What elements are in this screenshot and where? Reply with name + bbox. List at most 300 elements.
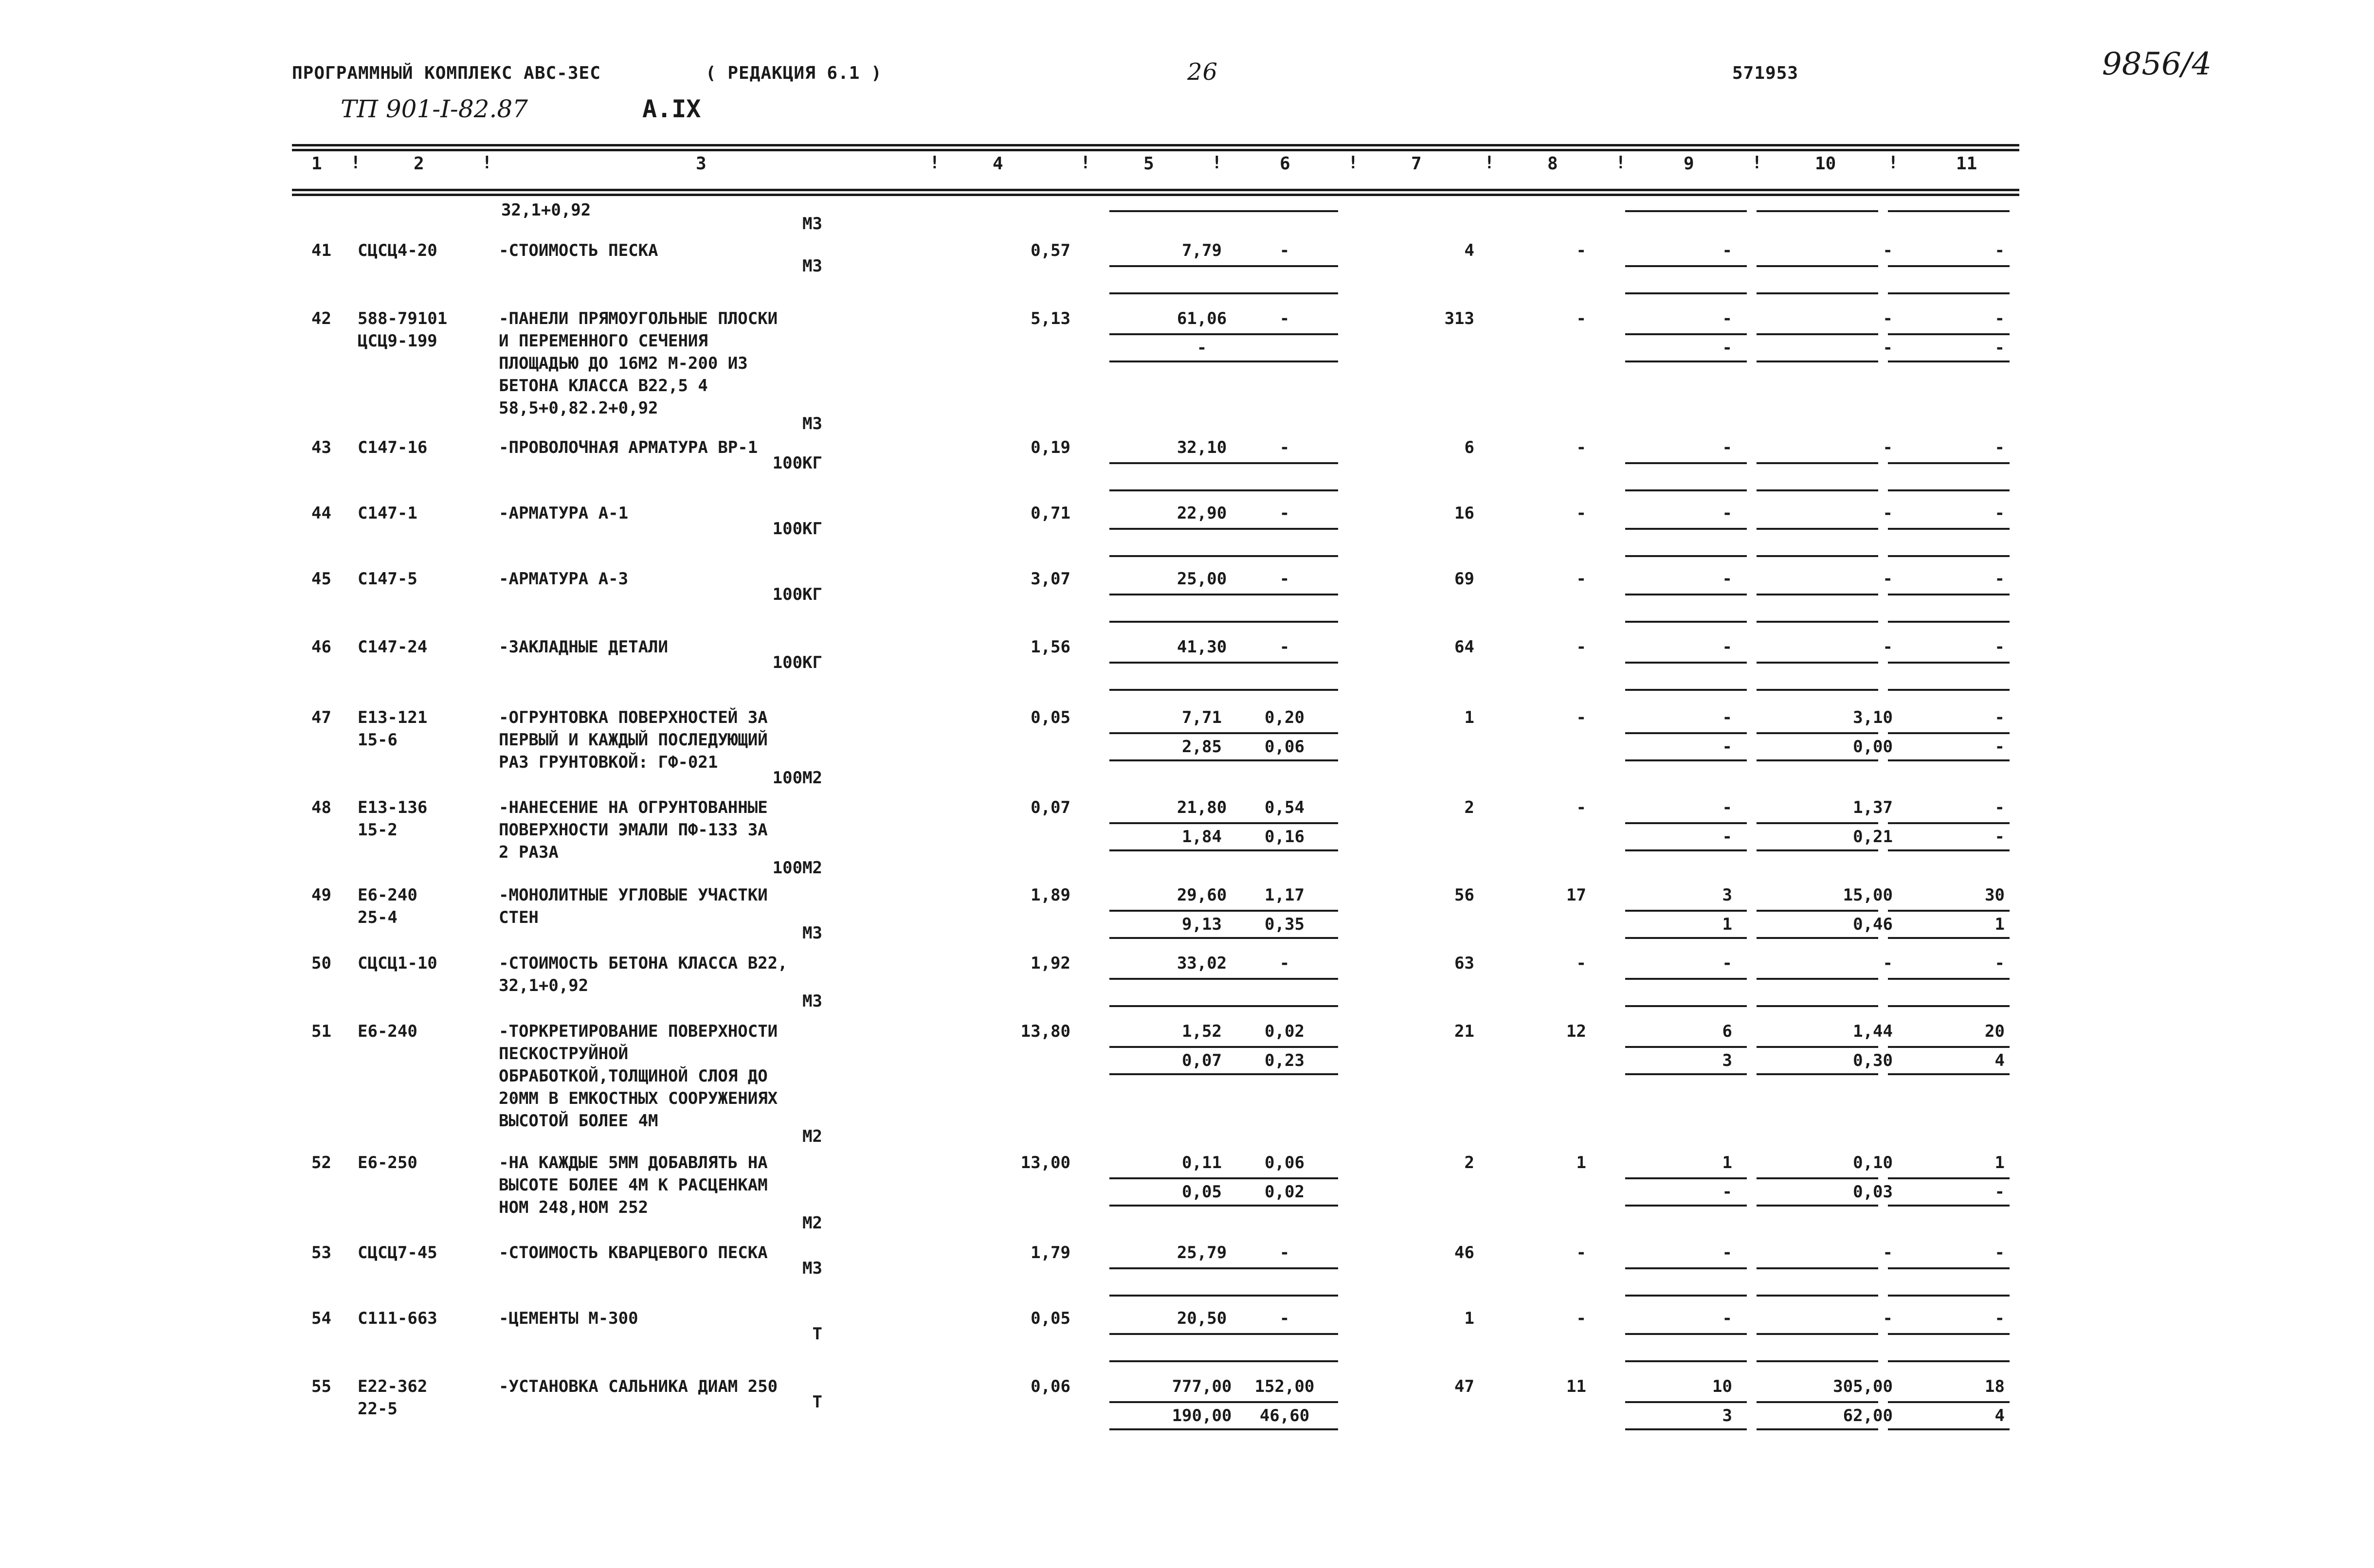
- machine-cost-secondary: 0,16: [1265, 827, 1305, 847]
- cell-divider-line: [1888, 910, 2010, 912]
- cell-divider-line: [1757, 528, 1878, 530]
- cell-divider-line: [1757, 732, 1878, 734]
- row-number: 48: [311, 798, 331, 817]
- cell-bottom-line: [1757, 849, 1878, 851]
- cell-bottom-line: [1109, 292, 1226, 294]
- machine-total-value: -: [1576, 954, 1586, 973]
- row-number: 52: [311, 1153, 331, 1172]
- cell-divider-line: [1625, 333, 1747, 335]
- cell-divider-line: [1888, 594, 2010, 595]
- unit-cost-value: 7,79: [1182, 241, 1222, 260]
- cell-divider-line: [1757, 594, 1878, 595]
- cell-divider-line: [1625, 528, 1747, 530]
- column-separator: !: [350, 153, 361, 173]
- labor-hours-value: 15,00: [1843, 885, 1893, 905]
- total-cost-value: 2: [1464, 1153, 1474, 1172]
- cell-bottom-line: [1888, 1360, 2010, 1362]
- cell-divider-line: [1221, 732, 1338, 734]
- work-description: 32,1+0,92: [499, 976, 589, 995]
- cell-bottom-line: [1109, 1073, 1226, 1075]
- column-number: 7: [1411, 154, 1422, 174]
- cell-bottom-line: [1888, 1005, 2010, 1007]
- work-description: -ЦЕМЕНТЫ М-300: [499, 1309, 638, 1328]
- work-description: ПЕСКОСТРУЙНОЙ: [499, 1044, 629, 1063]
- labor-value: -: [1722, 708, 1732, 727]
- cell-divider-line: [1757, 978, 1878, 980]
- labor-hours-secondary: 0,03: [1853, 1182, 1893, 1202]
- rate-code: Е13-136: [358, 798, 428, 817]
- cell-bottom-line: [1625, 689, 1747, 691]
- unit-cost-value: 21,80: [1177, 798, 1227, 817]
- cell-divider-line: [1625, 462, 1747, 464]
- unit-cost-secondary: 9,13: [1182, 915, 1222, 934]
- unit-cost-secondary: 0,05: [1182, 1182, 1222, 1202]
- labor-value: -: [1722, 438, 1732, 457]
- cell-divider-line: [1888, 1177, 2010, 1179]
- column-separator: !: [482, 153, 492, 173]
- column-number: 11: [1956, 154, 1977, 174]
- work-description: -СТОИМОСТЬ БЕТОНА КЛАССА В22,: [499, 954, 788, 973]
- page-number: 26: [1187, 58, 1218, 86]
- machine-cost-value: -: [1279, 309, 1290, 328]
- wage-value: -: [1994, 504, 2005, 523]
- cell-divider-line: [1757, 1267, 1878, 1269]
- machine-total-value: -: [1576, 637, 1586, 657]
- machine-total-value: -: [1576, 1309, 1586, 1328]
- work-description: -НАНЕСЕНИЕ НА ОГРУНТОВАННЫЕ: [499, 798, 768, 817]
- machine-total-value: -: [1576, 241, 1586, 260]
- cell-bottom-line: [1625, 621, 1747, 623]
- labor-hours-value: -: [1883, 569, 1893, 589]
- cell-divider-line: [1757, 662, 1878, 664]
- unit-of-measure: 100КГ: [772, 453, 822, 473]
- cell-divider-line: [1109, 462, 1226, 464]
- total-cost-value: 21: [1454, 1022, 1474, 1041]
- cell-divider-line: [1888, 1046, 2010, 1048]
- wage-value: -: [1994, 708, 2005, 727]
- cell-divider-line: [1221, 822, 1338, 824]
- rate-code: С147-5: [358, 569, 417, 589]
- machine-total-value: -: [1576, 438, 1586, 457]
- rate-code: Е22-362: [358, 1377, 428, 1396]
- total-cost-value: 47: [1454, 1377, 1474, 1396]
- wage-secondary: 4: [1994, 1406, 2005, 1425]
- work-description: -ОГРУНТОВКА ПОВЕРХНОСТЕЙ ЗА: [499, 708, 768, 727]
- unit-of-measure: М3: [802, 991, 822, 1011]
- column-number: 5: [1143, 154, 1154, 174]
- labor-hours-secondary: 0,30: [1853, 1051, 1893, 1070]
- cell-bottom-line: [1625, 1005, 1747, 1007]
- machine-cost-secondary: 0,23: [1265, 1051, 1305, 1070]
- header-rule-bottom2: [292, 194, 2019, 196]
- wage-value: -: [1994, 637, 2005, 657]
- rate-code-secondary: 15-6: [358, 730, 398, 750]
- cell-bottom-line: [1109, 489, 1226, 491]
- labor-value: -: [1722, 504, 1732, 523]
- work-description: И ПЕРЕМЕННОГО СЕЧЕНИЯ: [499, 331, 708, 351]
- cell-divider-line: [1109, 265, 1226, 267]
- cell-divider-line: [1221, 528, 1338, 530]
- quantity-value: 1,79: [1031, 1243, 1070, 1262]
- cell-divider-line: [1221, 910, 1338, 912]
- rate-code: Е6-250: [358, 1153, 417, 1172]
- unit-of-measure: Т: [812, 1324, 822, 1344]
- machine-total-value: -: [1576, 798, 1586, 817]
- labor-value: -: [1722, 241, 1732, 260]
- unit-of-measure: М3: [802, 214, 822, 234]
- machine-total-value: -: [1576, 569, 1586, 589]
- cell-divider-line: [1625, 1333, 1747, 1335]
- labor-hours-value: -: [1883, 637, 1893, 657]
- wage-value: -: [1994, 1243, 2005, 1262]
- quantity-value: 13,00: [1020, 1153, 1070, 1172]
- machine-cost-value: -: [1279, 954, 1290, 973]
- column-number: 8: [1547, 154, 1558, 174]
- unit-cost-value: 20,50: [1177, 1309, 1227, 1328]
- cell-divider-line: [1888, 1267, 2010, 1269]
- wage-value: 30: [1985, 885, 2005, 905]
- cell-divider-line: [1888, 732, 2010, 734]
- unit-cost-value: 41,30: [1177, 637, 1227, 657]
- wage-value: -: [1994, 569, 2005, 589]
- wage-value: -: [1994, 954, 2005, 973]
- header-rule-bottom: [292, 189, 2019, 191]
- unit-cost-value: 0,11: [1182, 1153, 1222, 1172]
- cell-divider-line: [1888, 662, 2010, 664]
- cell-divider-line: [1221, 978, 1338, 980]
- unit-of-measure: М3: [802, 414, 822, 433]
- cell-bottom-line: [1888, 1073, 2010, 1075]
- wage-secondary: -: [1994, 737, 2005, 757]
- work-description: -ПАНЕЛИ ПРЯМОУГОЛЬНЫЕ ПЛОСКИ: [499, 309, 778, 328]
- cell-bottom-line: [1109, 937, 1226, 939]
- cell-divider-line: [1221, 333, 1338, 335]
- cell-bottom-line: [1757, 937, 1878, 939]
- cell-bottom-line: [1625, 555, 1747, 557]
- cell-divider-line: [1221, 1401, 1338, 1403]
- quantity-value: 13,80: [1020, 1022, 1070, 1041]
- cell-bottom-line: [1221, 1005, 1338, 1007]
- column-separator: !: [1888, 153, 1899, 173]
- cell-divider-line: [1109, 1177, 1226, 1179]
- cell-bottom-line: [1109, 689, 1226, 691]
- rate-code-secondary: ЦСЦ9-199: [358, 331, 437, 351]
- labor-hours-value: -: [1883, 1243, 1893, 1262]
- column-separator: !: [929, 153, 940, 173]
- album-label: А.IX: [642, 95, 701, 123]
- labor-hours-value: -: [1883, 1309, 1893, 1328]
- wage-value: 1: [1994, 1153, 2005, 1172]
- quantity-value: 1,56: [1031, 637, 1070, 657]
- cell-bottom-line: [1625, 489, 1747, 491]
- row-number: 53: [311, 1243, 331, 1262]
- labor-hours-value: -: [1883, 241, 1893, 260]
- rate-code: С147-1: [358, 504, 417, 523]
- cell-bottom-line: [1757, 1073, 1878, 1075]
- cell-divider-line: [1757, 822, 1878, 824]
- unit-cost-secondary: 190,00: [1172, 1406, 1232, 1425]
- labor-value: -: [1722, 1243, 1732, 1262]
- cell-bottom-line: [1221, 489, 1338, 491]
- work-description: ВЫСОТЕ БОЛЕЕ 4М К РАСЦЕНКАМ: [499, 1175, 768, 1195]
- labor-hours-value: 305,00: [1833, 1377, 1893, 1396]
- cell-divider-line: [1625, 662, 1747, 664]
- cell-bottom-line: [1109, 1295, 1226, 1297]
- quantity-value: 0,71: [1031, 504, 1070, 523]
- cell-bottom-line: [1109, 1360, 1226, 1362]
- cell-bottom-line: [1221, 292, 1338, 294]
- labor-value: -: [1722, 798, 1732, 817]
- labor-hours-secondary: 0,46: [1853, 915, 1893, 934]
- cell-bottom-line: [1221, 1360, 1338, 1362]
- total-cost-value: 1: [1464, 1309, 1474, 1328]
- header-rule-top: [292, 144, 2019, 146]
- rate-code: СЦСЦ7-45: [358, 1243, 437, 1262]
- cell-bottom-line: [1109, 621, 1226, 623]
- machine-total-value: 11: [1566, 1377, 1586, 1396]
- column-separator: !: [1212, 153, 1222, 173]
- machine-total-value: 12: [1566, 1022, 1586, 1041]
- unit-cost-secondary: 2,85: [1182, 737, 1222, 757]
- labor-value: 1: [1722, 1153, 1732, 1172]
- total-cost-value: 16: [1454, 504, 1474, 523]
- cell-divider-line: [1221, 594, 1338, 595]
- unit-cost-value: 1,52: [1182, 1022, 1222, 1041]
- rate-code-secondary: 22-5: [358, 1399, 398, 1419]
- cell-bottom-line: [1109, 1205, 1226, 1207]
- wage-value: 20: [1985, 1022, 2005, 1041]
- cell-bottom-line: [1757, 1295, 1878, 1297]
- quantity-value: 0,06: [1031, 1377, 1070, 1396]
- machine-cost-value: -: [1279, 504, 1290, 523]
- unit-of-measure: М2: [802, 1213, 822, 1233]
- unit-of-measure: Т: [812, 1392, 822, 1412]
- rate-code: Е13-121: [358, 708, 428, 727]
- work-description: БЕТОНА КЛАССА В22,5 4: [499, 376, 708, 396]
- carry-over-underline: [1888, 210, 2010, 212]
- work-description: -ТОРКРЕТИРОВАНИЕ ПОВЕРХНОСТИ: [499, 1022, 778, 1041]
- machine-total-value: -: [1576, 309, 1586, 328]
- cell-divider-line: [1888, 333, 2010, 335]
- cell-bottom-line: [1757, 1005, 1878, 1007]
- machine-cost-value: -: [1279, 241, 1290, 260]
- row-number: 46: [311, 637, 331, 657]
- column-separator: !: [1348, 153, 1359, 173]
- work-description: -НА КАЖДЫЕ 5ММ ДОБАВЛЯТЬ НА: [499, 1153, 768, 1172]
- cell-bottom-line: [1888, 489, 2010, 491]
- row-number: 42: [311, 309, 331, 328]
- work-description: ВЫСОТОЙ БОЛЕЕ 4М: [499, 1111, 658, 1131]
- rate-code: С147-16: [358, 438, 428, 457]
- labor-hours-value: -: [1883, 309, 1893, 328]
- cell-bottom-line: [1625, 759, 1747, 761]
- row-number: 44: [311, 504, 331, 523]
- labor-secondary: 3: [1722, 1051, 1732, 1070]
- work-description: -АРМАТУРА А-3: [499, 569, 629, 589]
- cell-bottom-line: [1888, 1428, 2010, 1430]
- column-separator: !: [1484, 153, 1495, 173]
- cell-bottom-line: [1757, 360, 1878, 362]
- cell-divider-line: [1221, 1267, 1338, 1269]
- handwritten-reference: 9856/4: [2102, 46, 2212, 82]
- labor-hours-value: 0,10: [1853, 1153, 1893, 1172]
- cell-divider-line: [1625, 1046, 1747, 1048]
- labor-hours-value: -: [1883, 954, 1893, 973]
- column-number: 1: [311, 154, 322, 174]
- column-number: 10: [1815, 154, 1836, 174]
- work-description: ПЕРВЫЙ И КАЖДЫЙ ПОСЛЕДУЮЩИЙ: [499, 730, 768, 750]
- cell-divider-line: [1109, 528, 1226, 530]
- work-description: -ПРОВОЛОЧНАЯ АРМАТУРА ВР-1: [499, 438, 758, 457]
- quantity-value: 5,13: [1031, 309, 1070, 328]
- cell-bottom-line: [1221, 555, 1338, 557]
- labor-value: -: [1722, 637, 1732, 657]
- machine-total-value: -: [1576, 1243, 1586, 1262]
- total-cost-value: 6: [1464, 438, 1474, 457]
- row-number: 43: [311, 438, 331, 457]
- cell-divider-line: [1625, 732, 1747, 734]
- cell-divider-line: [1109, 662, 1226, 664]
- labor-value: 6: [1722, 1022, 1732, 1041]
- column-number: 4: [993, 154, 1003, 174]
- row-number: 45: [311, 569, 331, 589]
- cell-bottom-line: [1888, 1205, 2010, 1207]
- wage-secondary: 1: [1994, 915, 2005, 934]
- labor-hours-value: 3,10: [1853, 708, 1893, 727]
- cell-bottom-line: [1757, 759, 1878, 761]
- cell-bottom-line: [1625, 1360, 1747, 1362]
- cell-divider-line: [1221, 265, 1338, 267]
- unit-cost-value: 32,10: [1177, 438, 1227, 457]
- unit-cost-secondary: 1,84: [1182, 827, 1222, 847]
- quantity-value: 1,92: [1031, 954, 1070, 973]
- machine-total-value: -: [1576, 708, 1586, 727]
- unit-cost-value: 61,06: [1177, 309, 1227, 328]
- cell-divider-line: [1109, 978, 1226, 980]
- cell-divider-line: [1109, 732, 1226, 734]
- labor-secondary: 3: [1722, 1406, 1732, 1425]
- labor-hours-secondary: 62,00: [1843, 1406, 1893, 1425]
- labor-value: -: [1722, 954, 1732, 973]
- carry-over-underline: [1109, 210, 1226, 212]
- labor-hours-value: 1,37: [1853, 798, 1893, 817]
- cell-divider-line: [1625, 265, 1747, 267]
- machine-cost-value: -: [1279, 637, 1290, 657]
- wage-value: -: [1994, 241, 2005, 260]
- cell-bottom-line: [1757, 621, 1878, 623]
- cell-divider-line: [1888, 462, 2010, 464]
- cell-bottom-line: [1757, 555, 1878, 557]
- machine-cost-value: 0,20: [1265, 708, 1305, 727]
- cell-bottom-line: [1109, 759, 1226, 761]
- work-description: ОБРАБОТКОЙ,ТОЛЩИНОЙ СЛОЯ ДО: [499, 1066, 768, 1086]
- carry-over-underline: [1221, 210, 1338, 212]
- cell-divider-line: [1757, 1401, 1878, 1403]
- cell-bottom-line: [1221, 759, 1338, 761]
- carry-over-underline: [1757, 210, 1878, 212]
- quantity-value: 0,05: [1031, 1309, 1070, 1328]
- unit-cost-value: 22,90: [1177, 504, 1227, 523]
- cell-divider-line: [1625, 910, 1747, 912]
- wage-secondary: -: [1994, 827, 2005, 847]
- quantity-value: 3,07: [1031, 569, 1070, 589]
- cell-bottom-line: [1888, 937, 2010, 939]
- column-separator: !: [1080, 153, 1091, 173]
- unit-of-measure: М3: [802, 256, 822, 276]
- wage-value: -: [1994, 798, 2005, 817]
- cell-bottom-line: [1888, 849, 2010, 851]
- machine-cost-value: 0,02: [1265, 1022, 1305, 1041]
- rate-code: Е6-240: [358, 1022, 417, 1041]
- row-number: 51: [311, 1022, 331, 1041]
- cell-divider-line: [1757, 333, 1878, 335]
- cell-bottom-line: [1625, 937, 1747, 939]
- row-number: 49: [311, 885, 331, 905]
- cell-divider-line: [1109, 1267, 1226, 1269]
- row-number: 41: [311, 241, 331, 260]
- rate-code: Е6-240: [358, 885, 417, 905]
- cell-divider-line: [1109, 822, 1226, 824]
- rate-code: СЦСЦ1-10: [358, 954, 437, 973]
- cell-bottom-line: [1109, 360, 1226, 362]
- cell-divider-line: [1221, 462, 1338, 464]
- work-description: СТЕН: [499, 908, 539, 927]
- machine-cost-secondary: 0,02: [1265, 1182, 1305, 1202]
- cell-divider-line: [1625, 978, 1747, 980]
- wage-value: 18: [1985, 1377, 2005, 1396]
- unit-of-measure: 100КГ: [772, 653, 822, 672]
- work-description: 20ММ В ЕМКОСТНЫХ СООРУЖЕНИЯХ: [499, 1089, 778, 1108]
- unit-cost-value: 29,60: [1177, 885, 1227, 905]
- machine-cost-value: 1,17: [1265, 885, 1305, 905]
- cell-bottom-line: [1625, 849, 1747, 851]
- row-number: 55: [311, 1377, 331, 1396]
- carry-over-line: 32,1+0,92: [501, 200, 591, 220]
- document-code: 571953: [1732, 63, 1799, 83]
- cell-divider-line: [1757, 910, 1878, 912]
- cell-bottom-line: [1625, 360, 1747, 362]
- machine-total-value: 1: [1576, 1153, 1586, 1172]
- cell-bottom-line: [1625, 1205, 1747, 1207]
- machine-cost-value: -: [1279, 1243, 1290, 1262]
- quantity-value: 0,07: [1031, 798, 1070, 817]
- cell-bottom-line: [1757, 489, 1878, 491]
- cell-bottom-line: [1625, 1428, 1747, 1430]
- labor-secondary: 1: [1722, 915, 1732, 934]
- cell-bottom-line: [1888, 689, 2010, 691]
- column-separator: !: [1615, 153, 1626, 173]
- total-cost-value: 1: [1464, 708, 1474, 727]
- row-number: 54: [311, 1309, 331, 1328]
- work-description: 58,5+0,82.2+0,92: [499, 398, 658, 418]
- cell-bottom-line: [1221, 621, 1338, 623]
- total-cost-value: 313: [1444, 309, 1474, 328]
- work-description: -СТОИМОСТЬ ПЕСКА: [499, 241, 658, 260]
- cell-bottom-line: [1888, 759, 2010, 761]
- work-description: 2 РАЗА: [499, 843, 559, 862]
- rate-code-secondary: 25-4: [358, 908, 398, 927]
- cell-bottom-line: [1109, 1428, 1226, 1430]
- labor-secondary: -: [1722, 827, 1732, 847]
- unit-cost-value: 33,02: [1177, 954, 1227, 973]
- machine-cost-value: -: [1279, 438, 1290, 457]
- cell-bottom-line: [1757, 1428, 1878, 1430]
- cell-divider-line: [1625, 1267, 1747, 1269]
- total-cost-value: 56: [1454, 885, 1474, 905]
- cell-divider-line: [1625, 822, 1747, 824]
- wage-value: -: [1994, 1309, 2005, 1328]
- machine-cost-value: 152,00: [1254, 1377, 1315, 1396]
